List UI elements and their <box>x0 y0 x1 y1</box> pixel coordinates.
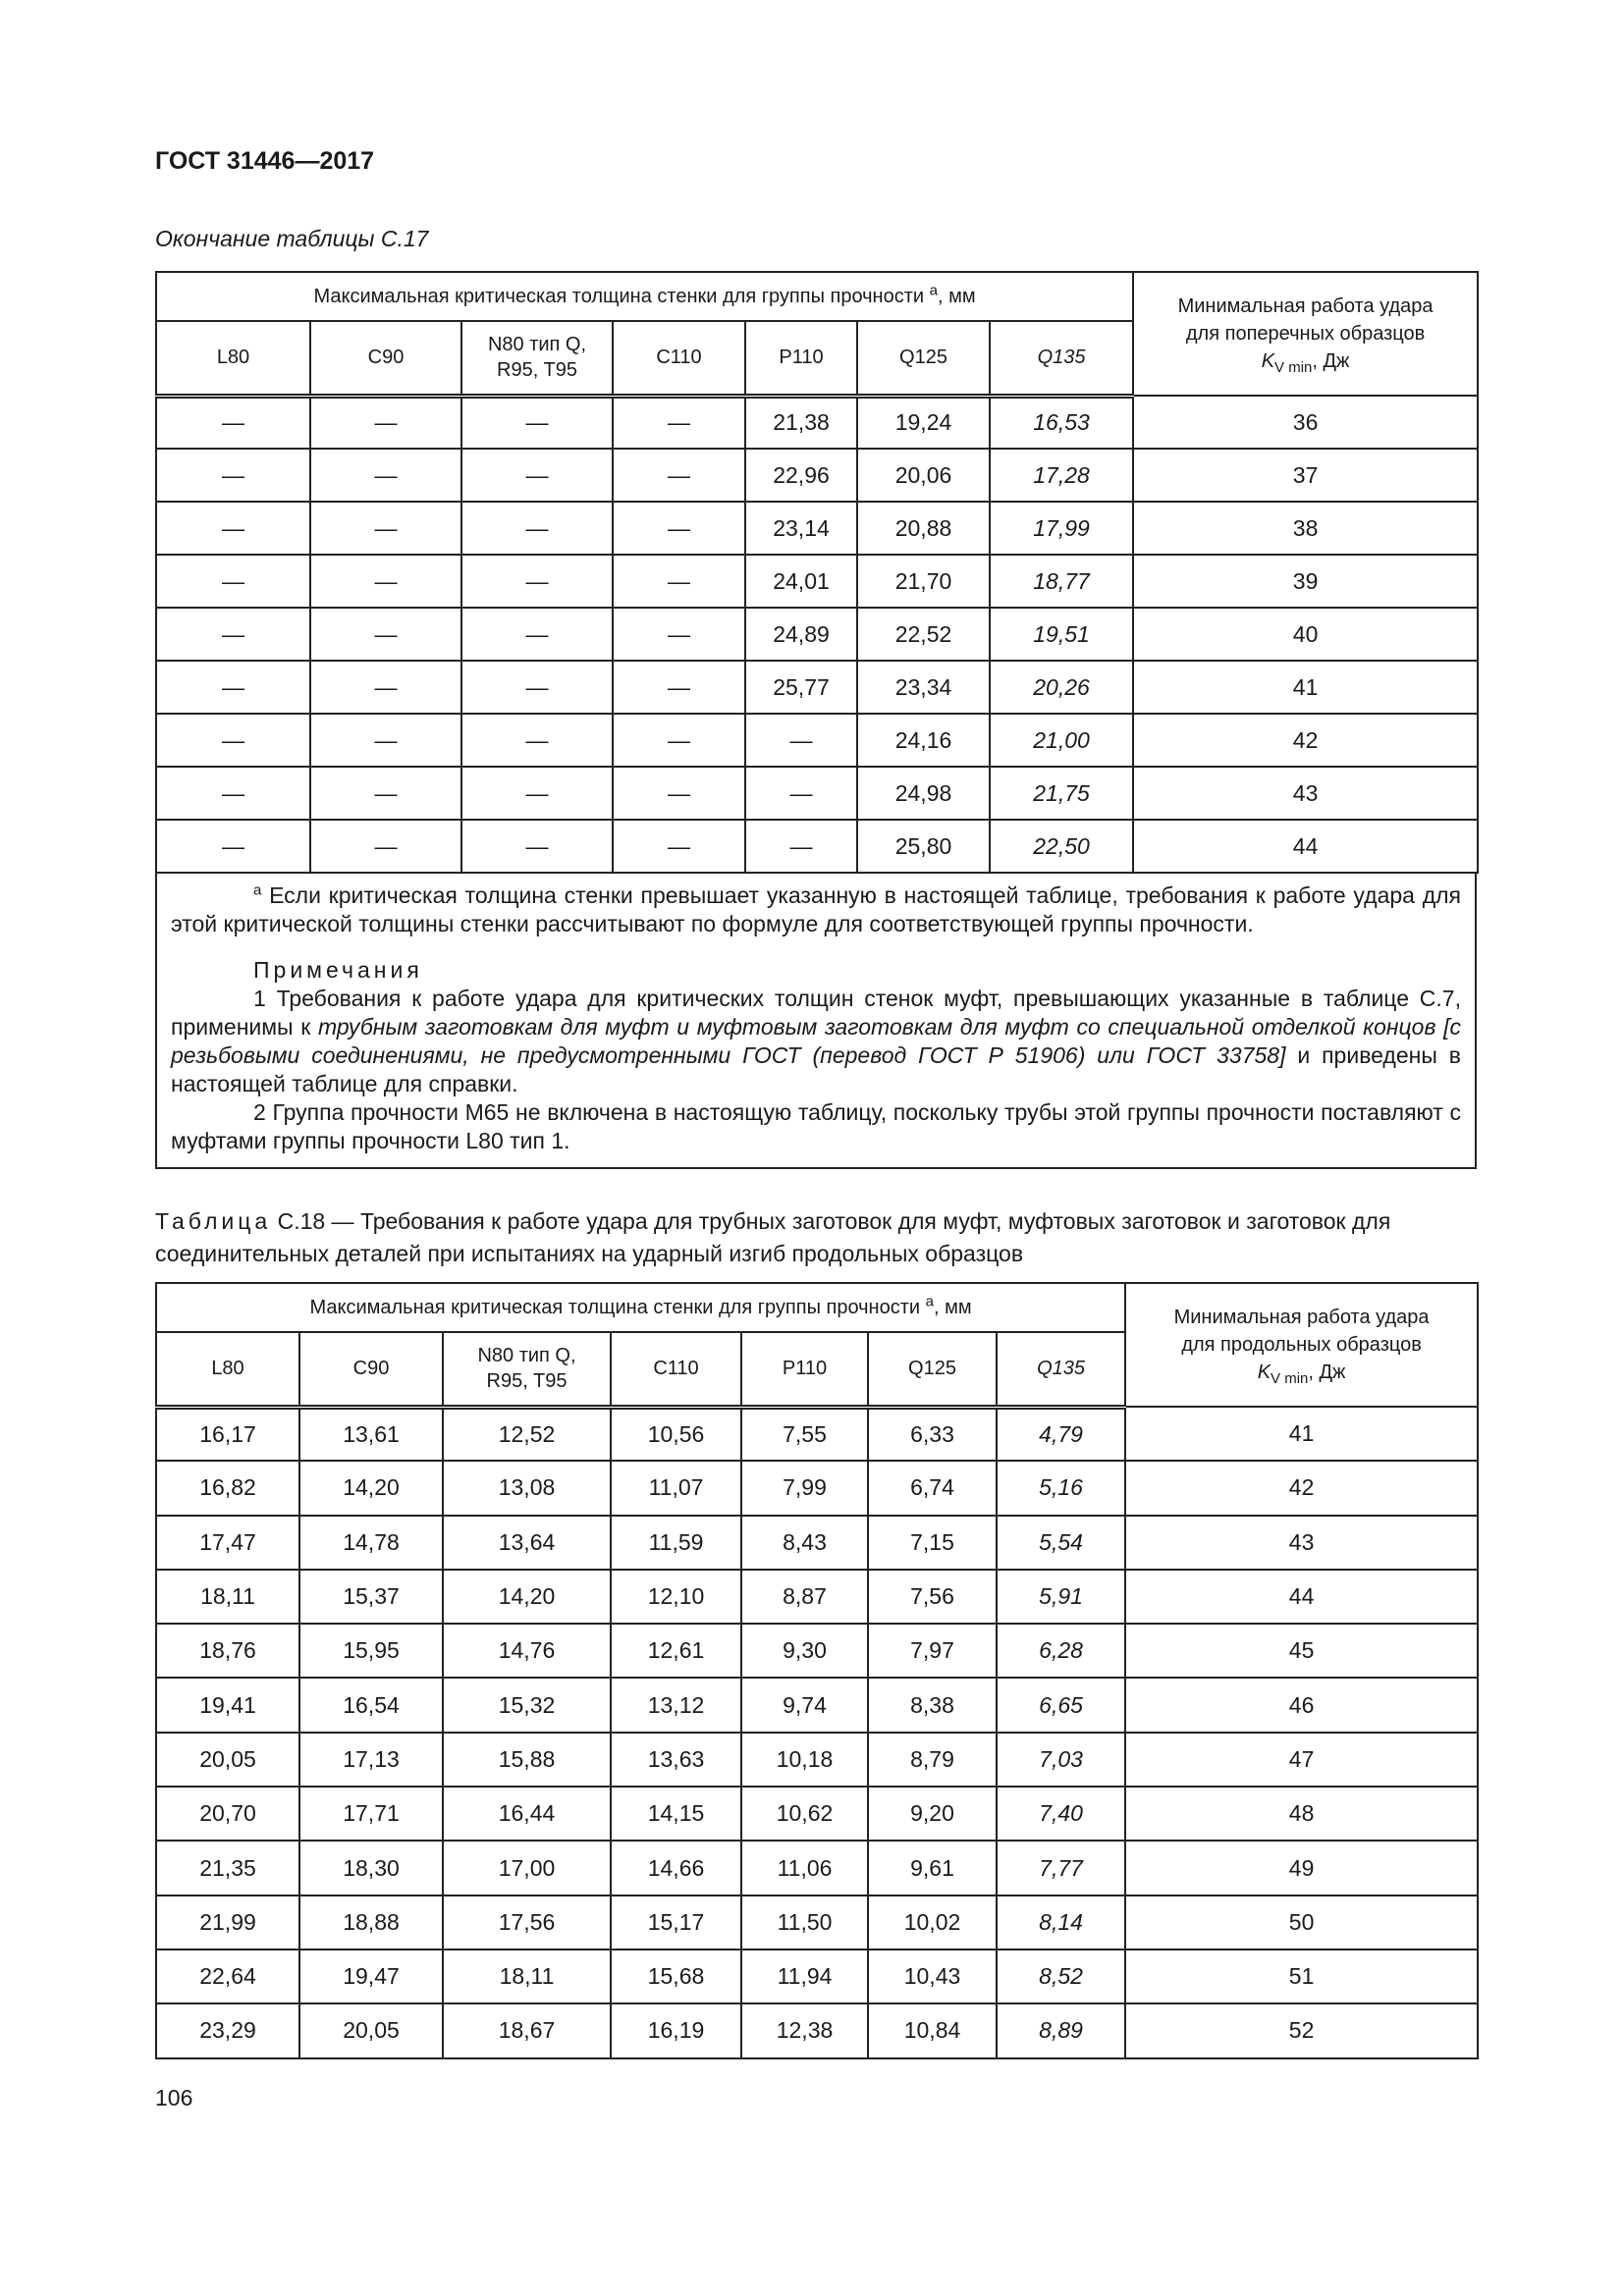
table-cell: 7,55 <box>741 1407 868 1461</box>
table-cell: 24,89 <box>745 608 857 661</box>
table-cell: 6,33 <box>868 1407 997 1461</box>
table-cell: 7,40 <box>997 1787 1125 1841</box>
table-c17-grid <box>155 271 1479 874</box>
table-cell: 15,88 <box>443 1733 611 1787</box>
table-cell: 21,75 <box>990 767 1133 820</box>
table-cell: 5,54 <box>997 1516 1125 1570</box>
column-header: C90 <box>310 321 461 396</box>
page-number: 106 <box>155 2085 193 2110</box>
table-cell: — <box>613 661 745 714</box>
footnote: $^а$ Если критическая толщина стенки превышает указанную в настоящей таблице, требования к работе удара для этой критической толщины стенки рассчитывают по формуле для соответствующей группы прочности. <box>171 881 1461 936</box>
table-cell: 45 <box>1125 1624 1478 1678</box>
table-cell: — <box>156 555 310 608</box>
table-cell: — <box>461 396 613 449</box>
table-cell: 13,63 <box>611 1733 741 1787</box>
table-c18 <box>155 1282 1477 2059</box>
table-cell: — <box>310 555 461 608</box>
table-cell: 19,24 <box>857 396 990 449</box>
table-cell: — <box>310 449 461 502</box>
table-cell: 16,54 <box>299 1678 443 1732</box>
table-cell: 42 <box>1133 714 1478 767</box>
table-row <box>156 1841 1478 1895</box>
table-cell: — <box>613 714 745 767</box>
table-cell: — <box>745 714 857 767</box>
min-impact-work-header: Минимальная работа удара для поперечных образцов $K_{V min}$, Дж <box>1133 272 1478 396</box>
table-row <box>156 1787 1478 1841</box>
table-cell: 44 <box>1133 820 1478 873</box>
table-cell: — <box>310 767 461 820</box>
table-cell: 14,76 <box>443 1624 611 1678</box>
column-header: Q135 <box>997 1332 1125 1407</box>
table-cell: — <box>461 555 613 608</box>
table-cell: 46 <box>1125 1678 1478 1732</box>
table-cell: 20,26 <box>990 661 1133 714</box>
column-header: C110 <box>613 321 745 396</box>
table-cell: 48 <box>1125 1787 1478 1841</box>
table-cell: — <box>461 820 613 873</box>
table-cell: — <box>156 449 310 502</box>
table-cell: 10,18 <box>741 1733 868 1787</box>
table-cell: 10,02 <box>868 1896 997 1949</box>
table-cell: — <box>310 714 461 767</box>
table-cell: 18,76 <box>156 1624 299 1678</box>
table-cell: 11,59 <box>611 1516 741 1570</box>
table-cell: 51 <box>1125 1949 1478 2003</box>
table-row <box>156 1407 1478 1461</box>
table-cell: 10,56 <box>611 1407 741 1461</box>
table-cell: 25,80 <box>857 820 990 873</box>
table-row <box>156 1896 1478 1949</box>
table-cell: — <box>310 502 461 555</box>
table-cell: — <box>613 767 745 820</box>
table-cell: 19,51 <box>990 608 1133 661</box>
note-2: 2 Группа прочности М65 не включена в настоящую таблицу, поскольку трубы этой группы прочности поставляют с муфтами группы прочности L80 тип 1. <box>171 1099 1461 1153</box>
table-cell: 14,66 <box>611 1841 741 1895</box>
table-cell: 23,29 <box>156 2003 299 2057</box>
table-cell: 21,35 <box>156 1841 299 1895</box>
table-cell: 43 <box>1125 1516 1478 1570</box>
table-cell: 9,61 <box>868 1841 997 1895</box>
table-cell: 12,61 <box>611 1624 741 1678</box>
table-row <box>156 1516 1478 1570</box>
table-cell: 21,00 <box>990 714 1133 767</box>
table-cell: 16,44 <box>443 1787 611 1841</box>
table-cell: 41 <box>1133 661 1478 714</box>
table-cell: 20,06 <box>857 449 990 502</box>
table-cell: 14,78 <box>299 1516 443 1570</box>
table-cell: 8,79 <box>868 1733 997 1787</box>
table-cell: 20,05 <box>156 1733 299 1787</box>
table-cell: 9,20 <box>868 1787 997 1841</box>
column-header: P110 <box>741 1332 868 1407</box>
table-cell: 23,34 <box>857 661 990 714</box>
table-cell: 13,64 <box>443 1516 611 1570</box>
table-cell: 11,50 <box>741 1896 868 1949</box>
table-cell: 9,30 <box>741 1624 868 1678</box>
table-cell: 12,10 <box>611 1570 741 1624</box>
table-row <box>156 767 1478 820</box>
table-cell: 7,77 <box>997 1841 1125 1895</box>
table-cell: 7,03 <box>997 1733 1125 1787</box>
table-cell: 18,30 <box>299 1841 443 1895</box>
table-cell: 21,99 <box>156 1896 299 1949</box>
table-cell: — <box>310 396 461 449</box>
table-cell: 8,14 <box>997 1896 1125 1949</box>
table-cell: — <box>310 661 461 714</box>
min-impact-work-header: Минимальная работа удара для продольных образцов $K_{V min}$, Дж <box>1125 1283 1478 1407</box>
table-cell: 22,52 <box>857 608 990 661</box>
table-cell: 5,91 <box>997 1570 1125 1624</box>
column-header: Q125 <box>857 321 990 396</box>
table-cell: 36 <box>1133 396 1478 449</box>
table-notes <box>155 874 1477 1169</box>
table-cell: 12,38 <box>741 2003 868 2057</box>
table-cell: 40 <box>1133 608 1478 661</box>
table-row <box>156 2003 1478 2057</box>
table-cell: 21,70 <box>857 555 990 608</box>
table-cell: 49 <box>1125 1841 1478 1895</box>
table-cell: 10,43 <box>868 1949 997 2003</box>
table-cell: — <box>156 820 310 873</box>
table-cell: 44 <box>1125 1570 1478 1624</box>
table-cell: 5,16 <box>997 1461 1125 1515</box>
table-cell: 17,13 <box>299 1733 443 1787</box>
table-cell: 8,89 <box>997 2003 1125 2057</box>
table-cell: 42 <box>1125 1461 1478 1515</box>
table-row <box>156 608 1478 661</box>
column-header: P110 <box>745 321 857 396</box>
table-cell: 18,11 <box>156 1570 299 1624</box>
table-cell: — <box>745 820 857 873</box>
table-cell: 14,20 <box>299 1461 443 1515</box>
table-cell: 10,62 <box>741 1787 868 1841</box>
table-cell: — <box>310 608 461 661</box>
table-cell: 20,88 <box>857 502 990 555</box>
table-cell: 14,20 <box>443 1570 611 1624</box>
table-cell: — <box>156 714 310 767</box>
table-cell: — <box>745 767 857 820</box>
table-cell: 15,68 <box>611 1949 741 2003</box>
table-row <box>156 449 1478 502</box>
table-cell: 18,88 <box>299 1896 443 1949</box>
table-cell: 17,28 <box>990 449 1133 502</box>
table-row <box>156 1733 1478 1787</box>
table-cell: 9,74 <box>741 1678 868 1732</box>
table-cell: — <box>310 820 461 873</box>
table-cell: 15,95 <box>299 1624 443 1678</box>
group-header: Максимальная критическая толщина стенки для группы прочности $^а$, мм <box>156 272 1133 321</box>
table-cell: 24,98 <box>857 767 990 820</box>
table-c18-grid <box>155 1282 1479 2059</box>
table-cell: 7,15 <box>868 1516 997 1570</box>
table-cell: 15,17 <box>611 1896 741 1949</box>
table-cell: — <box>156 396 310 449</box>
table-cell: 11,94 <box>741 1949 868 2003</box>
table-cell: 22,64 <box>156 1949 299 2003</box>
table-cell: 41 <box>1125 1407 1478 1461</box>
table-cell: 18,77 <box>990 555 1133 608</box>
table-cell: 13,12 <box>611 1678 741 1732</box>
note-1: 1 Требования к работе удара для критических толщин стенок муфт, превышающих указанные в таблице С.7, применимы к трубным заготовкам для муфт и муфтовым заготовкам для муфт со специальной отделкой концов [с резьбовыми соединениями, не предусмотренными ГОСТ (перевод ГОСТ Р 51906) или ГОСТ 33758] и приведены в настоящей таблице для справки. <box>171 986 1462 1096</box>
table-cell: — <box>461 608 613 661</box>
table-cell: 24,16 <box>857 714 990 767</box>
table-cell: 13,08 <box>443 1461 611 1515</box>
table-cell: 8,87 <box>741 1570 868 1624</box>
column-header: L80 <box>156 1332 299 1407</box>
table-cell: 47 <box>1125 1733 1478 1787</box>
table-cell: 16,53 <box>990 396 1133 449</box>
table-row <box>156 1678 1478 1732</box>
table-cell: 24,01 <box>745 555 857 608</box>
column-header: L80 <box>156 321 310 396</box>
table-cell: 14,15 <box>611 1787 741 1841</box>
table-cell: — <box>461 449 613 502</box>
table-cell: 20,05 <box>299 2003 443 2057</box>
notes-title: Примечания <box>253 957 423 983</box>
table-cell: — <box>156 661 310 714</box>
table-cell: 17,71 <box>299 1787 443 1841</box>
table-row <box>156 714 1478 767</box>
table-cell: 10,84 <box>868 2003 997 2057</box>
table-cell: 6,28 <box>997 1624 1125 1678</box>
table-cell: 6,65 <box>997 1678 1125 1732</box>
table-cell: 52 <box>1125 2003 1478 2057</box>
table-cell: — <box>156 608 310 661</box>
table-cell: 17,00 <box>443 1841 611 1895</box>
table-cell: 19,47 <box>299 1949 443 2003</box>
table-row <box>156 1949 1478 2003</box>
table-c17-end <box>155 271 1477 1169</box>
table-cell: 20,70 <box>156 1787 299 1841</box>
document-code: ГОСТ 31446—2017 <box>155 147 375 175</box>
table-cell: — <box>613 608 745 661</box>
column-header: C90 <box>299 1332 443 1407</box>
table-cell: 17,99 <box>990 502 1133 555</box>
table-cell: — <box>613 555 745 608</box>
table-cell: 18,11 <box>443 1949 611 2003</box>
table-cell: 21,38 <box>745 396 857 449</box>
column-header: C110 <box>611 1332 741 1407</box>
table-row <box>156 396 1478 449</box>
table-cell: 50 <box>1125 1896 1478 1949</box>
table-cell: — <box>156 767 310 820</box>
table-cell: 17,47 <box>156 1516 299 1570</box>
table-row <box>156 555 1478 608</box>
column-header: Q135 <box>990 321 1133 396</box>
table-row <box>156 502 1478 555</box>
column-header: N80 тип Q, R95, T95 <box>461 321 613 396</box>
table-cell: — <box>461 767 613 820</box>
table-cell: — <box>613 449 745 502</box>
table-cell: 38 <box>1133 502 1478 555</box>
table-row <box>156 820 1478 873</box>
table-cell: 16,82 <box>156 1461 299 1515</box>
table-cell: 22,50 <box>990 820 1133 873</box>
table-cell: 39 <box>1133 555 1478 608</box>
table-row <box>156 1461 1478 1515</box>
table-cell: 43 <box>1133 767 1478 820</box>
table-cell: 23,14 <box>745 502 857 555</box>
table-cell: 15,37 <box>299 1570 443 1624</box>
table-cell: — <box>461 661 613 714</box>
table-cell: 12,52 <box>443 1407 611 1461</box>
table-cell: 25,77 <box>745 661 857 714</box>
table-row <box>156 1624 1478 1678</box>
table-cell: 22,96 <box>745 449 857 502</box>
table-continuation-caption: Окончание таблицы С.17 <box>155 226 429 251</box>
table-cell: 17,56 <box>443 1896 611 1949</box>
table-cell: 8,38 <box>868 1678 997 1732</box>
table-cell: 7,97 <box>868 1624 997 1678</box>
table-cell: — <box>461 714 613 767</box>
table-row <box>156 1570 1478 1624</box>
table-c18-title: Таблица С.18 — Требования к работе удара для трубных заготовок для муфт, муфтовых заготовок и заготовок для соединительных деталей при испытаниях на ударный изгиб продольных образцов <box>155 1208 1391 1266</box>
table-cell: 11,06 <box>741 1841 868 1895</box>
table-cell: 16,19 <box>611 2003 741 2057</box>
table-cell: — <box>461 502 613 555</box>
table-cell: 11,07 <box>611 1461 741 1515</box>
table-cell: 7,56 <box>868 1570 997 1624</box>
table-cell: 15,32 <box>443 1678 611 1732</box>
table-cell: — <box>613 820 745 873</box>
table-cell: 4,79 <box>997 1407 1125 1461</box>
table-cell: 13,61 <box>299 1407 443 1461</box>
table-cell: 7,99 <box>741 1461 868 1515</box>
table-row <box>156 661 1478 714</box>
table-cell: — <box>156 502 310 555</box>
table-cell: 8,43 <box>741 1516 868 1570</box>
table-cell: 18,67 <box>443 2003 611 2057</box>
table-cell: 16,17 <box>156 1407 299 1461</box>
table-cell: — <box>613 396 745 449</box>
table-cell: 37 <box>1133 449 1478 502</box>
group-header: Максимальная критическая толщина стенки для группы прочности $^а$, мм <box>156 1283 1125 1332</box>
column-header: N80 тип Q, R95, T95 <box>443 1332 611 1407</box>
table-cell: 8,52 <box>997 1949 1125 2003</box>
column-header: Q125 <box>868 1332 997 1407</box>
table-cell: — <box>613 502 745 555</box>
table-cell: 6,74 <box>868 1461 997 1515</box>
table-cell: 19,41 <box>156 1678 299 1732</box>
